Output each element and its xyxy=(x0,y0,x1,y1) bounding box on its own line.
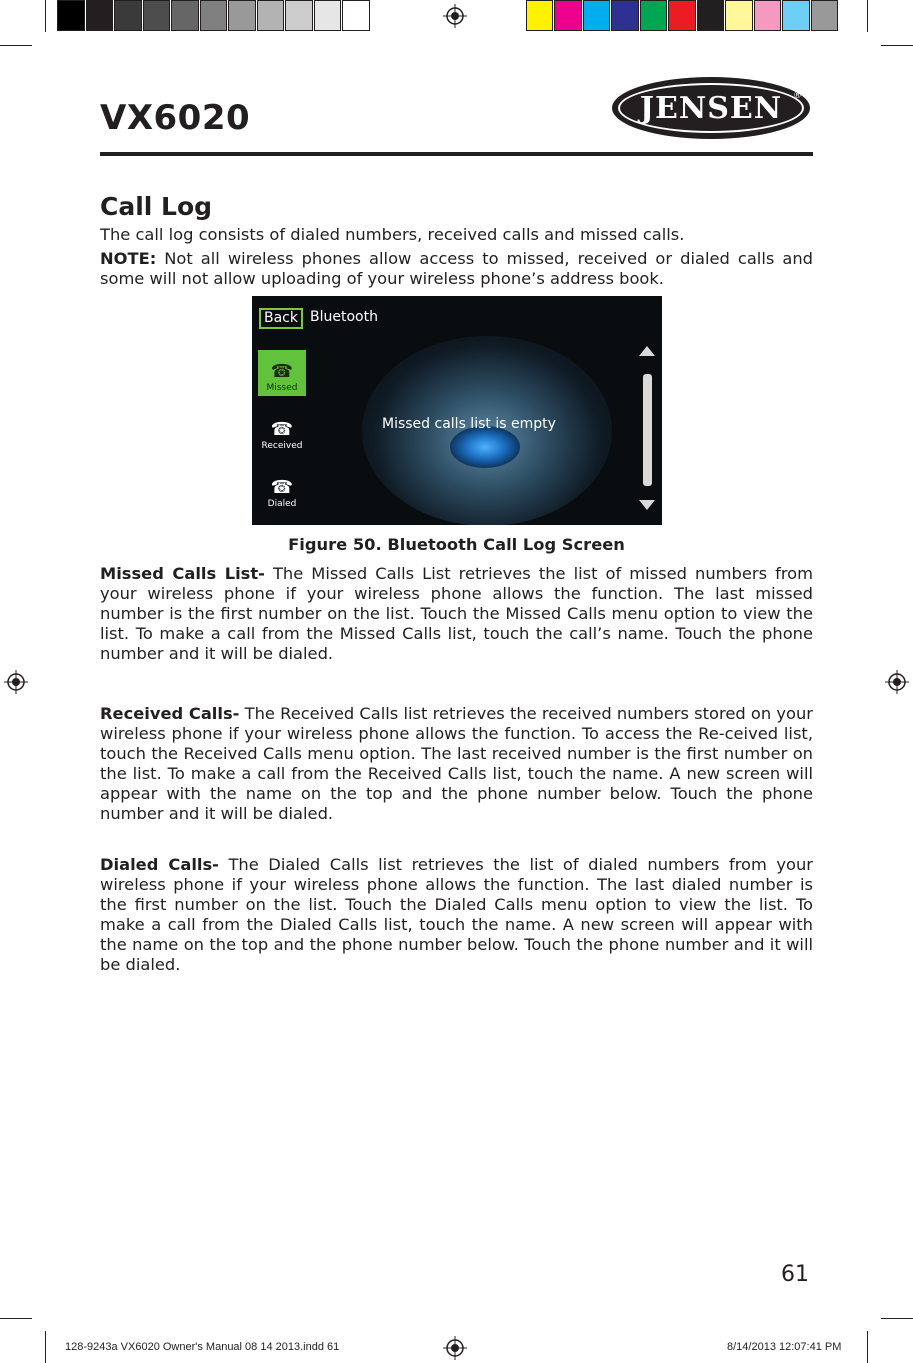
color-swatch xyxy=(526,0,554,31)
paragraph-term: Missed Calls List- xyxy=(100,564,265,583)
registration-mark-icon xyxy=(443,4,467,28)
color-swatch xyxy=(754,0,782,31)
scroll-up-icon[interactable] xyxy=(639,346,655,356)
figure-caption: Figure 50. Bluetooth Call Log Screen xyxy=(288,535,625,554)
color-swatch xyxy=(86,0,114,31)
color-swatch xyxy=(200,0,228,31)
date-slug: 8/14/2013 12:07:41 PM xyxy=(727,1341,842,1353)
registration-mark-icon xyxy=(443,1336,467,1360)
menu-received[interactable] xyxy=(258,408,306,454)
menu-missed[interactable] xyxy=(258,350,306,396)
engine-button-glow xyxy=(450,426,520,468)
color-swatch xyxy=(114,0,142,31)
crop-mark xyxy=(45,0,46,32)
color-swatch xyxy=(342,0,370,31)
menu-missed-label: Missed xyxy=(266,383,298,393)
paragraph-text: The Received Calls list retrieves the received numbers stored on your wireless phone if your wireless phone allows the function. To access the Re-ceived list, touch the Received Calls menu option. The last received number is the ﬁrst number on the list. To make a call from the Received Calls list, touch the name. A new screen will appear with the name on the top and the phone number below. Touch the phone number and it will be dialed. xyxy=(100,704,813,823)
file-slug: 128-9243a VX6020 Owner's Manual 08 14 2013.indd 61 xyxy=(65,1341,340,1353)
dialed-calls-paragraph xyxy=(100,855,813,975)
model-title: VX6020 xyxy=(100,98,251,138)
missed-call-icon: ☎ xyxy=(270,361,294,382)
crop-mark xyxy=(881,1318,913,1319)
color-swatch xyxy=(782,0,810,31)
scroll-down-icon[interactable] xyxy=(639,500,655,510)
empty-list-message: Missed calls list is empty xyxy=(382,416,556,432)
page-number: 61 xyxy=(781,1262,809,1287)
logo-text: JENSEN xyxy=(639,90,783,126)
note-label: NOTE: xyxy=(100,249,157,268)
color-swatch xyxy=(640,0,668,31)
crop-mark xyxy=(881,45,913,46)
registration-mark-icon xyxy=(4,670,28,694)
received-calls-paragraph xyxy=(100,704,813,824)
color-swatch xyxy=(697,0,725,31)
color-swatch xyxy=(257,0,285,31)
color-swatch xyxy=(554,0,582,31)
note-text: Not all wireless phones allow access to missed, received or dialed calls and some will not allow uploading of your wireless phone’s address book. xyxy=(100,249,813,288)
color-swatch xyxy=(228,0,256,31)
back-button[interactable]: Back xyxy=(259,308,303,329)
crop-mark xyxy=(0,45,32,46)
crop-mark xyxy=(867,1331,868,1363)
color-swatch xyxy=(285,0,313,31)
registration-mark-icon xyxy=(885,670,909,694)
crop-mark xyxy=(45,1331,46,1363)
color-swatch xyxy=(725,0,753,31)
scrollbar[interactable] xyxy=(643,374,652,486)
crop-mark xyxy=(0,1318,32,1319)
color-swatch xyxy=(57,0,85,31)
note-paragraph xyxy=(100,249,813,289)
paragraph-term: Received Calls- xyxy=(100,704,240,723)
menu-dialed-label: Dialed xyxy=(267,499,297,509)
screen-title: Bluetooth xyxy=(310,309,378,325)
color-swatch xyxy=(583,0,611,31)
header-rule xyxy=(100,152,813,156)
menu-dialed[interactable] xyxy=(258,466,306,512)
color-swatch xyxy=(611,0,639,31)
dialed-call-icon: ☎ xyxy=(270,477,294,498)
bluetooth-call-log-screen xyxy=(252,296,662,525)
color-swatch xyxy=(314,0,342,31)
registered-mark-icon: ® xyxy=(793,91,802,101)
paragraph-text: The Dialed Calls list retrieves the list of dialed numbers from your wireless phone if your wireless phone allows the function. The last dialed number is the ﬁrst number on the list. Touch the Dialed Calls menu option to view the list. To make a call from the Dialed Calls list, touch the name. A new screen will appear with the name on the top and the phone number below. Touch the phone number and it will be dialed. xyxy=(100,855,813,974)
menu-received-label: Received xyxy=(261,441,303,451)
color-swatch xyxy=(668,0,696,31)
paragraph-text: The Missed Calls List retrieves the list of missed numbers from your wireless phone if your wireless phone allows the function. The last missed number is the ﬁrst number on the list. Touch the Missed Calls menu option to view the list. To make a call from the Missed Calls list, touch the call’s name. Touch the phone number and it will be dialed. xyxy=(100,564,813,663)
color-swatch xyxy=(171,0,199,31)
color-swatch xyxy=(143,0,171,31)
jensen-logo xyxy=(612,77,810,139)
color-swatch xyxy=(811,0,839,31)
logo-ring xyxy=(618,83,804,133)
paragraph-term: Dialed Calls- xyxy=(100,855,219,874)
intro-text: The call log consists of dialed numbers, received calls and missed calls. xyxy=(100,225,685,244)
missed-calls-paragraph xyxy=(100,564,813,664)
section-title: Call Log xyxy=(100,192,213,221)
crop-mark xyxy=(867,0,868,32)
received-call-icon: ☎ xyxy=(270,419,294,440)
